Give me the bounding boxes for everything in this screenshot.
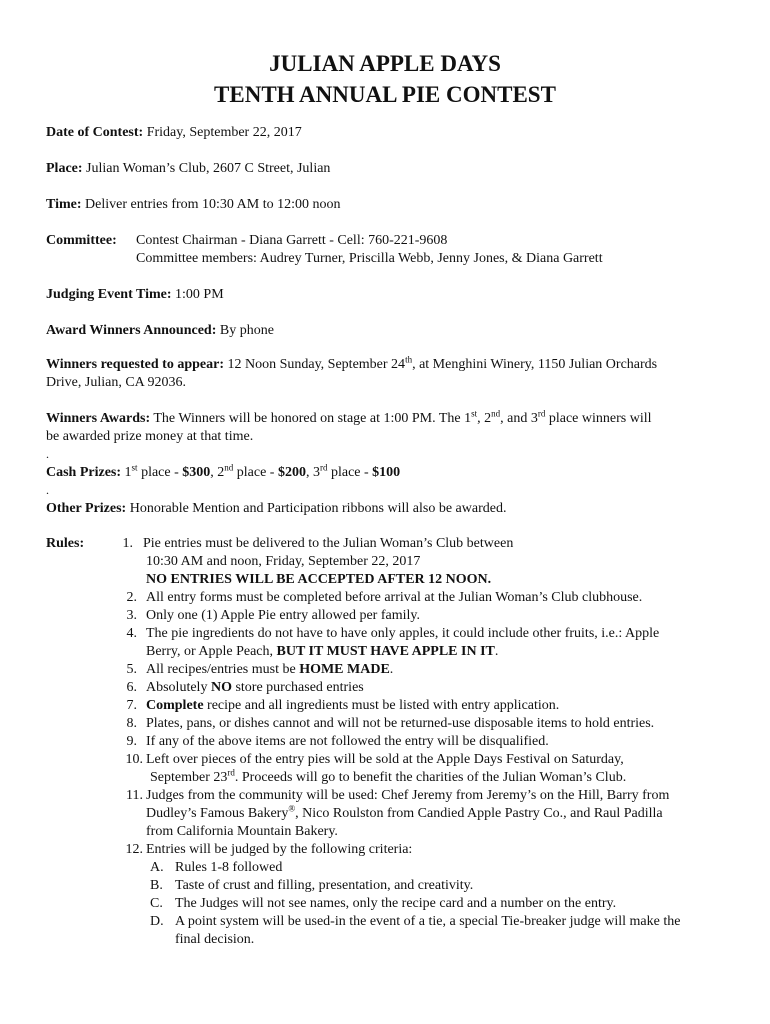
committee-members: Committee members: Audrey Turner, Priscilla Webb, Jenny Jones, & Diana Garrett <box>136 251 603 266</box>
awards-text-b: , 2 <box>477 411 492 426</box>
winners-awards <box>46 410 736 428</box>
rule-4-text: Berry, or Apple Peach, <box>146 644 277 659</box>
cash-3-amount: $100 <box>372 465 401 480</box>
rule-number: 5. <box>126 662 137 677</box>
cash-1-text: place - <box>137 465 183 480</box>
separator-dot-2: . <box>46 483 49 497</box>
awards-text-a: The Winners will be honored on stage at 1:00 PM. The 1 <box>153 411 472 426</box>
cash-2-sup: nd <box>224 462 234 473</box>
cash-1-amount: $300 <box>182 465 211 480</box>
rule-10-text-a: September 23 <box>150 770 228 785</box>
rule-11-line1: Judges from the community will be used: Chef Jeremy from Jeremy’s on the Hill, Barry from <box>146 788 670 803</box>
rule-5-bold: HOME MADE <box>299 662 390 677</box>
committee-label-text: Committee: <box>46 233 117 248</box>
winners-requested-to-appear <box>46 356 736 374</box>
time <box>46 196 736 214</box>
rule-number: 10. <box>125 752 143 767</box>
rule-9: If any of the above items are not followed the entry will be disqualified. <box>146 734 549 749</box>
rule-11-text-a: Dudley’s Famous Bakery <box>146 806 289 821</box>
rule-10-text-b: . Proceeds will go to benefit the charities of the Julian Woman’s Club. <box>234 770 627 785</box>
cash-3-text: place - <box>327 465 373 480</box>
place <box>46 160 736 178</box>
award-winners-announced <box>46 322 736 340</box>
rule-number: 8. <box>126 716 137 731</box>
cash-2-text: place - <box>233 465 278 480</box>
rule-11-line3: from California Mountain Bakery. <box>146 824 338 839</box>
rule-number: 12. <box>125 842 143 857</box>
rule-5-end: . <box>389 662 394 677</box>
judging-value: 1:00 PM <box>175 287 224 302</box>
rule-10-line2 <box>150 769 626 787</box>
date-of-contest <box>46 124 736 142</box>
rule-number: 1. <box>122 536 133 551</box>
cash-3: , 3 <box>305 465 320 480</box>
time-label: Time: <box>46 197 82 212</box>
date-label: Date of Contest: <box>46 125 144 140</box>
rule-1-line3: NO ENTRIES WILL BE ACCEPTED AFTER 12 NOON. <box>146 572 492 587</box>
criteria-b: Taste of crust and filling, presentation, and creativity. <box>175 878 474 893</box>
document-title: JULIAN APPLE DAYS <box>269 51 501 76</box>
rule-4-bold: BUT IT MUST HAVE APPLE IN IT <box>276 644 495 659</box>
rule-number: 11. <box>126 788 143 803</box>
rule-12: Entries will be judged by the following criteria: <box>146 842 413 857</box>
announced-value: By phone <box>219 323 274 338</box>
other-label: Other Prizes: <box>46 501 127 516</box>
criteria-d-line2: final decision. <box>175 932 255 947</box>
rule-5 <box>146 661 393 679</box>
place-label: Place: <box>46 161 83 176</box>
criteria-letter: A. <box>150 860 164 875</box>
judging-event-time <box>46 286 736 304</box>
criteria-letter: B. <box>150 878 163 893</box>
separator-dot: . <box>46 447 49 461</box>
rule-4-line1: The pie ingredients do not have to have only apples, it could include other fruits, i.e.: Apple <box>146 626 660 641</box>
document-subtitle: TENTH ANNUAL PIE CONTEST <box>214 82 556 107</box>
rule-number: 7. <box>126 698 137 713</box>
registered-mark: ® <box>288 803 296 814</box>
rule-6-end: store purchased entries <box>231 680 364 695</box>
cash-2-amount: $200 <box>277 465 306 480</box>
rule-number: 4. <box>126 626 137 641</box>
criteria-letter: D. <box>150 914 164 929</box>
rule-5-text: All recipes/entries must be <box>146 662 300 677</box>
awards-sup1: st <box>471 408 478 419</box>
appear-sup: th <box>405 354 413 365</box>
cash-2: , 2 <box>210 465 225 480</box>
rule-number: 2. <box>126 590 137 605</box>
judging-label: Judging Event Time: <box>46 287 172 302</box>
awards-text <box>153 408 652 426</box>
awards-text-c: , and 3 <box>500 411 538 426</box>
date-value: Friday, September 22, 2017 <box>146 125 302 140</box>
rule-4-line2 <box>146 643 498 661</box>
rule-7-text: recipe and all ingredients must be listed with entry application. <box>203 698 560 713</box>
criteria-a: Rules 1-8 followed <box>175 860 283 875</box>
criteria-c: The Judges will not see names, only the recipe card and a number on the entry. <box>175 896 617 911</box>
rule-6-text: Absolutely <box>146 680 211 695</box>
rule-1-line2: 10:30 AM and noon, Friday, September 22, 2017 <box>146 554 421 569</box>
time-value: Deliver entries from 10:30 AM to 12:00 noon <box>85 197 341 212</box>
rule-10-line1: Left over pieces of the entry pies will be sold at the Apple Days Festival on Saturday, <box>146 752 624 767</box>
other-prizes <box>46 500 736 518</box>
rule-8: Plates, pans, or dishes cannot and will not be returned-use disposable items to hold entries. <box>146 716 655 731</box>
rules-label: Rules: <box>46 536 85 551</box>
rule-number: 9. <box>126 734 137 749</box>
rule-10-sup: rd <box>227 767 235 778</box>
appear-line2: Drive, Julian, CA 92036. <box>46 375 186 390</box>
appear-label: Winners requested to appear: <box>46 357 224 372</box>
awards-line2: be awarded prize money at that time. <box>46 429 254 444</box>
committee-label <box>46 232 136 250</box>
rule-number: 3. <box>126 608 137 623</box>
committee-chairman: Contest Chairman - Diana Garrett - Cell: 760-221-9608 <box>136 233 448 248</box>
cash-label: Cash Prizes: <box>46 465 122 480</box>
awards-text-d: place winners will <box>545 411 652 426</box>
rule-6 <box>146 679 364 697</box>
rule-7 <box>146 697 559 715</box>
rule-7-bold: Complete <box>146 698 204 713</box>
appear-text-b: , at Menghini Winery, 1150 Julian Orchards <box>412 357 658 372</box>
announced-label: Award Winners Announced: <box>46 323 217 338</box>
appear-text <box>227 354 658 372</box>
rule-3: Only one (1) Apple Pie entry allowed per family. <box>146 608 420 623</box>
place-value: Julian Woman’s Club, 2607 C Street, Julian <box>86 161 331 176</box>
cash-1-sup: st <box>131 462 138 473</box>
cash-1: 1 <box>124 465 132 480</box>
rule-4-end: . <box>494 644 499 659</box>
cash-text <box>124 462 401 480</box>
other-value: Honorable Mention and Participation ribbons will also be awarded. <box>129 501 507 516</box>
criteria-d-line1: A point system will be used-in the event of a tie, a special Tie-breaker judge will make the <box>175 914 681 929</box>
rule-1-line1: Pie entries must be delivered to the Julian Woman’s Club between <box>143 536 514 551</box>
rule-11-line2 <box>146 805 663 823</box>
criteria-letter: C. <box>150 896 163 911</box>
rule-11-text-b: , Nico Roulston from Candied Apple Pastry Co., and Raul Padilla <box>295 806 663 821</box>
cash-3-sup: rd <box>319 462 328 473</box>
cash-prizes <box>46 464 736 482</box>
awards-sup2: nd <box>491 408 501 419</box>
awards-sup3: rd <box>537 408 546 419</box>
rule-number: 6. <box>126 680 137 695</box>
rule-6-bold: NO <box>210 680 232 695</box>
appear-text-a: 12 Noon Sunday, September 24 <box>227 357 406 372</box>
awards-label: Winners Awards: <box>46 411 151 426</box>
rule-2: All entry forms must be completed before arrival at the Julian Woman’s Club clubhouse. <box>146 590 643 605</box>
